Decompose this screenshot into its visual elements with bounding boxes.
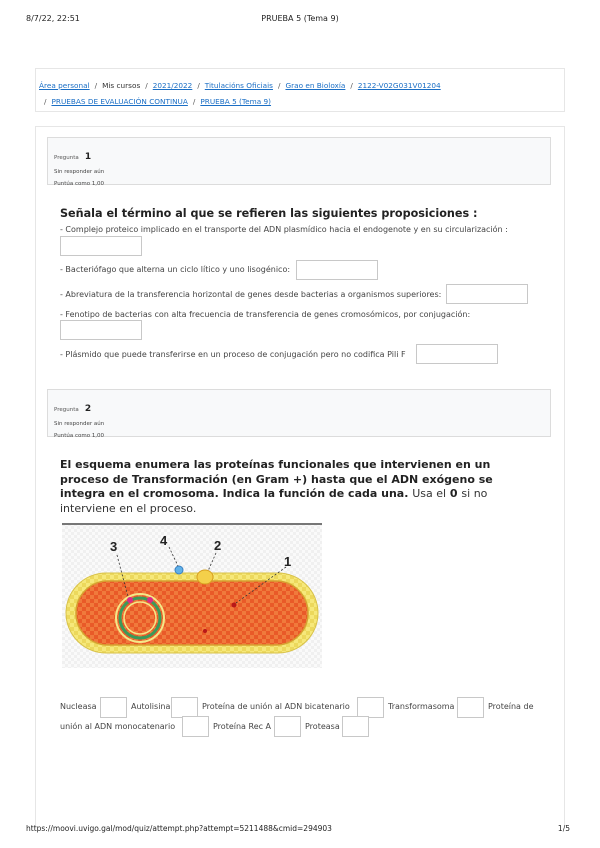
function-label-monocatenario-part2: unión al ADN monocatenario [60, 722, 176, 731]
question-status: Sin responder aún [54, 169, 105, 175]
question-label: Pregunta [54, 155, 79, 161]
function-input-proteasa[interactable] [342, 716, 369, 737]
answer-input-2[interactable] [296, 260, 378, 280]
function-label-transformasoma: Transformasoma [388, 702, 455, 711]
question2-info [47, 389, 551, 437]
function-label-monocatenario-part1: Proteína de [488, 702, 534, 711]
answer-input-4[interactable] [60, 320, 142, 340]
breadcrumb-separator: / [277, 81, 281, 90]
print-header [26, 14, 574, 26]
question-score: Puntúa como 1,00 [54, 181, 105, 187]
answer-input-1[interactable] [60, 236, 142, 256]
question1-info [47, 137, 551, 185]
protein-2 [197, 570, 213, 584]
proposition-1: - Complejo proteico implicado en el transporte del ADN plasmídico hacia el endogenote y en su circularización : [60, 225, 508, 234]
breadcrumb-separator: / [44, 97, 47, 106]
proposition-2: - Bacteriófago que alterna un ciclo lítico y uno lisogénico: [60, 265, 291, 274]
breadcrumb-separator: / [192, 97, 196, 106]
question-status: Sin responder aún [54, 421, 105, 427]
proposition-5: - Plásmido que puede transferirse en un proceso de conjugación pero no codifica Pili F [60, 350, 406, 359]
function-input-monocatenario[interactable] [182, 716, 209, 737]
print-datetime: 8/7/22, 22:51 [26, 14, 80, 23]
function-label-bicatenario: Proteína de unión al ADN bicatenario [202, 702, 350, 711]
cell-cytoplasm [76, 581, 308, 645]
question2-title-zero: 0 [449, 487, 458, 500]
function-label-proteasa: Proteasa [305, 722, 340, 731]
question-number: 2 [84, 404, 92, 414]
question2-title-normal: Usa el [412, 487, 447, 500]
print-page-number: 1/5 [557, 824, 570, 833]
question1-title: Señala el término al que se refieren las siguientes proposiciones : [60, 207, 478, 220]
protein-3-marker-a [127, 597, 133, 603]
function-input-nucleasa[interactable] [100, 697, 127, 718]
print-footer [26, 824, 574, 836]
question-label: Pregunta [54, 407, 79, 413]
answer-input-5[interactable] [416, 344, 498, 364]
answer-input-3[interactable] [446, 284, 528, 304]
function-label-nucleasa: Nucleasa [60, 702, 97, 711]
breadcrumb-separator: / [145, 81, 148, 90]
function-input-reca[interactable] [274, 716, 301, 737]
diagram-label-1: 1 [284, 554, 292, 569]
breadcrumb-separator: / [197, 81, 200, 90]
proposition-3: - Abreviatura de la transferencia horizontal de genes desde bacterias a organismos superiores: [60, 290, 442, 299]
breadcrumb-titulacions[interactable]: Titulacións Oficiais [204, 81, 273, 90]
function-input-bicatenario[interactable] [357, 697, 384, 718]
diagram-label-2: 2 [214, 538, 222, 553]
function-label-autolisina: Autolisina [131, 702, 171, 711]
function-label-reca: Proteína Rec A [213, 722, 272, 731]
protein-4 [175, 566, 183, 574]
breadcrumb-pruebas[interactable]: PRUEBAS DE EVALUACIÓN CONTINUA [51, 97, 188, 106]
breadcrumb-separator: / [350, 81, 353, 90]
breadcrumb-course[interactable]: 2122-V02G031V01204 [357, 81, 441, 90]
breadcrumb-area-personal[interactable]: Área personal [39, 81, 90, 90]
breadcrumb [35, 68, 565, 112]
protein-3-marker-b [147, 597, 153, 603]
print-url: https://moovi.uvigo.gal/mod/quiz/attempt.php?attempt=5211488&cmid=294903 [26, 824, 332, 833]
question2-title-end: si no interviene en el proceso. [60, 487, 488, 515]
diagram-top-border [62, 523, 322, 525]
dna-fragment [203, 629, 207, 633]
question-score: Puntúa como 1,00 [54, 433, 105, 439]
diagram-label-3: 3 [110, 539, 118, 554]
breadcrumb-separator: / [94, 81, 98, 90]
question2-title-bold: El esquema enumera las proteínas funcionales que intervienen en un proceso de Transformación (en Gram +) hasta que el ADN exógeno se integra en el cromosoma. Indica la función de cada una. [60, 458, 493, 500]
breadcrumb-prueba5[interactable]: PRUEBA 5 (Tema 9) [200, 97, 272, 106]
proposition-4: - Fenotipo de bacterias con alta frecuencia de transferencia de genes cromosómicos, por conjugación: [60, 310, 471, 319]
protein-1 [232, 603, 237, 608]
question2-title [60, 458, 530, 516]
breadcrumb-grao[interactable]: Grao en Bioloxía [285, 81, 346, 90]
breadcrumb-year[interactable]: 2021/2022 [152, 81, 193, 90]
function-input-autolisina[interactable] [171, 697, 198, 718]
breadcrumb-mis-cursos: Mis cursos [102, 81, 141, 90]
transformation-diagram [62, 523, 322, 668]
diagram-label-4: 4 [160, 533, 168, 548]
function-input-transformasoma[interactable] [457, 697, 484, 718]
print-title: PRUEBA 5 (Tema 9) [261, 14, 339, 23]
question-number: 1 [84, 152, 92, 162]
